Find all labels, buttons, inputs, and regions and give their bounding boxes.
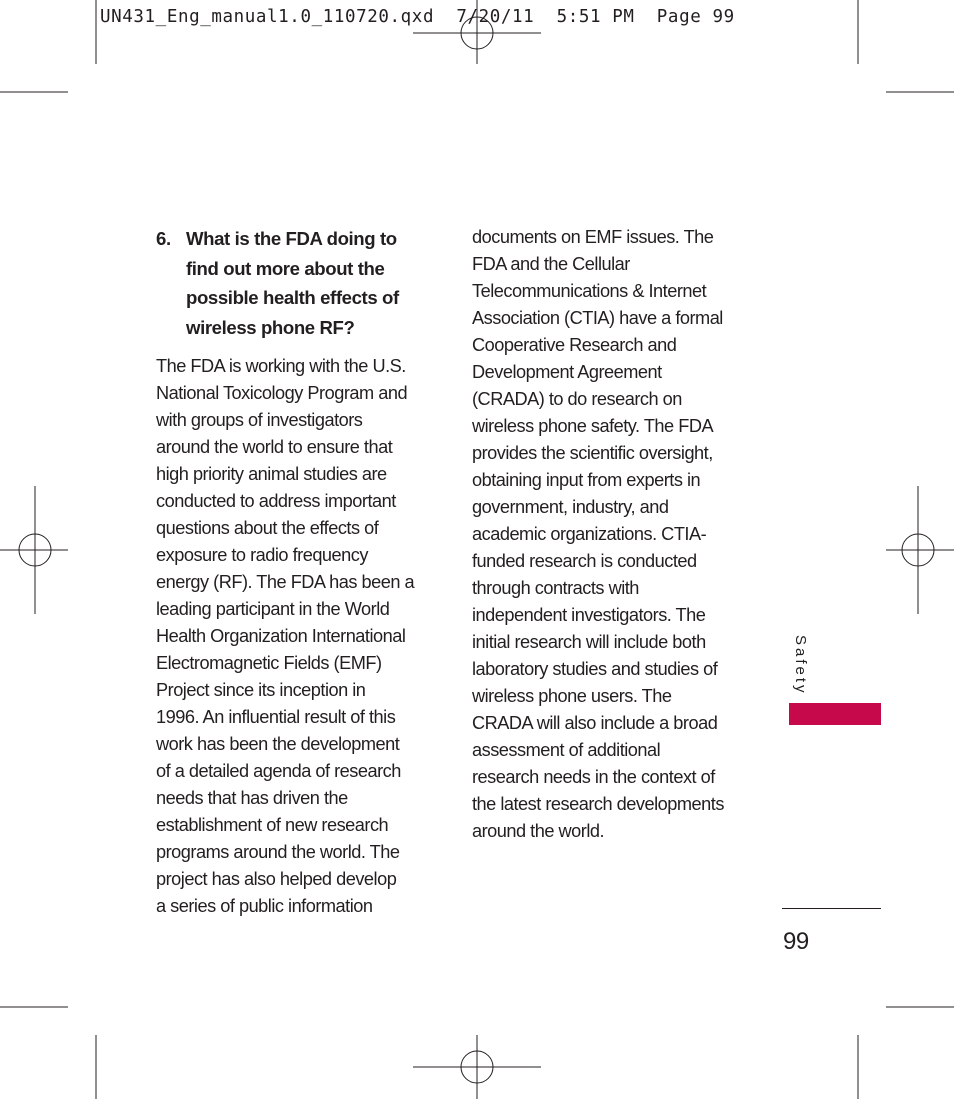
- body-line: Association (CTIA) have a formal: [472, 308, 723, 328]
- question-line: What is the FDA doing to: [186, 228, 397, 249]
- body-line: funded research is conducted: [472, 551, 697, 571]
- body-line: The FDA is working with the U.S.: [156, 356, 406, 376]
- body-line: Cooperative Research and: [472, 335, 677, 355]
- section-label: Safety: [792, 635, 809, 696]
- body-line: of a detailed agenda of research: [156, 761, 401, 781]
- body-line: wireless phone safety. The FDA: [472, 416, 714, 436]
- body-line: energy (RF). The FDA has been a: [156, 572, 415, 592]
- question-number: 6.: [156, 228, 171, 249]
- body-line: government, industry, and: [472, 497, 669, 517]
- body-line: around the world.: [472, 821, 605, 841]
- question-text: [186, 224, 399, 342]
- body-line: academic organizations. CTIA-: [472, 524, 707, 544]
- body-line: assessment of additional: [472, 740, 661, 760]
- body-line: research needs in the context of: [472, 767, 715, 787]
- print-slug-line: UN431_Eng_manual1.0_110720.qxd 7/20/11 5:51 PM Page 99: [100, 7, 735, 27]
- body-line: a series of public information: [156, 896, 373, 916]
- page-number: 99: [783, 928, 809, 955]
- body-line: independent investigators. The: [472, 605, 706, 625]
- body-line: high priority animal studies are: [156, 464, 387, 484]
- body-line: questions about the effects of: [156, 518, 379, 538]
- body-line: CRADA will also include a broad: [472, 713, 718, 733]
- right-column: [472, 224, 757, 845]
- body-line: leading participant in the World: [156, 599, 390, 619]
- body-line: National Toxicology Program and: [156, 383, 408, 403]
- section-tab-bar: [789, 703, 881, 725]
- registration-mark-left: [0, 486, 68, 614]
- registration-mark-right: [886, 486, 954, 614]
- body-line: project has also helped develop: [156, 869, 397, 889]
- body-line: Electromagnetic Fields (EMF): [156, 653, 382, 673]
- body-line: FDA and the Cellular: [472, 254, 630, 274]
- body-line: through contracts with: [472, 578, 639, 598]
- body-line: work has been the development: [156, 734, 400, 754]
- registration-mark-bottom: [413, 1035, 541, 1099]
- question-heading: [156, 224, 446, 342]
- body-line: programs around the world. The: [156, 842, 400, 862]
- body-line: wireless phone users. The: [472, 686, 672, 706]
- body-line: provides the scientific oversight,: [472, 443, 713, 463]
- body-line: the latest research developments: [472, 794, 724, 814]
- body-line: Project since its inception in: [156, 680, 366, 700]
- body-line: Health Organization International: [156, 626, 406, 646]
- body-line: around the world to ensure that: [156, 437, 393, 457]
- body-line: with groups of investigators: [156, 410, 363, 430]
- body-line: initial research will include both: [472, 632, 706, 652]
- body-line: needs that has driven the: [156, 788, 348, 808]
- page-number-rule: [782, 908, 881, 909]
- question-line: find out more about the: [186, 257, 385, 279]
- body-line: 1996. An influential result of this: [156, 707, 396, 727]
- body-line: Development Agreement: [472, 362, 662, 382]
- body-line: laboratory studies and studies of: [472, 659, 718, 679]
- question-line: possible health effects of: [186, 287, 399, 308]
- left-column: [156, 224, 446, 920]
- left-body-text: [156, 353, 446, 920]
- body-line: establishment of new research: [156, 815, 389, 835]
- body-line: Telecommunications & Internet: [472, 281, 707, 301]
- registration-mark-top: [413, 0, 541, 64]
- body-line: exposure to radio frequency: [156, 545, 368, 565]
- question-line: wireless phone RF?: [186, 316, 355, 338]
- body-line: documents on EMF issues. The: [472, 227, 714, 247]
- body-line: conducted to address important: [156, 491, 396, 511]
- body-line: (CRADA) to do research on: [472, 389, 682, 409]
- body-line: obtaining input from experts in: [472, 470, 701, 490]
